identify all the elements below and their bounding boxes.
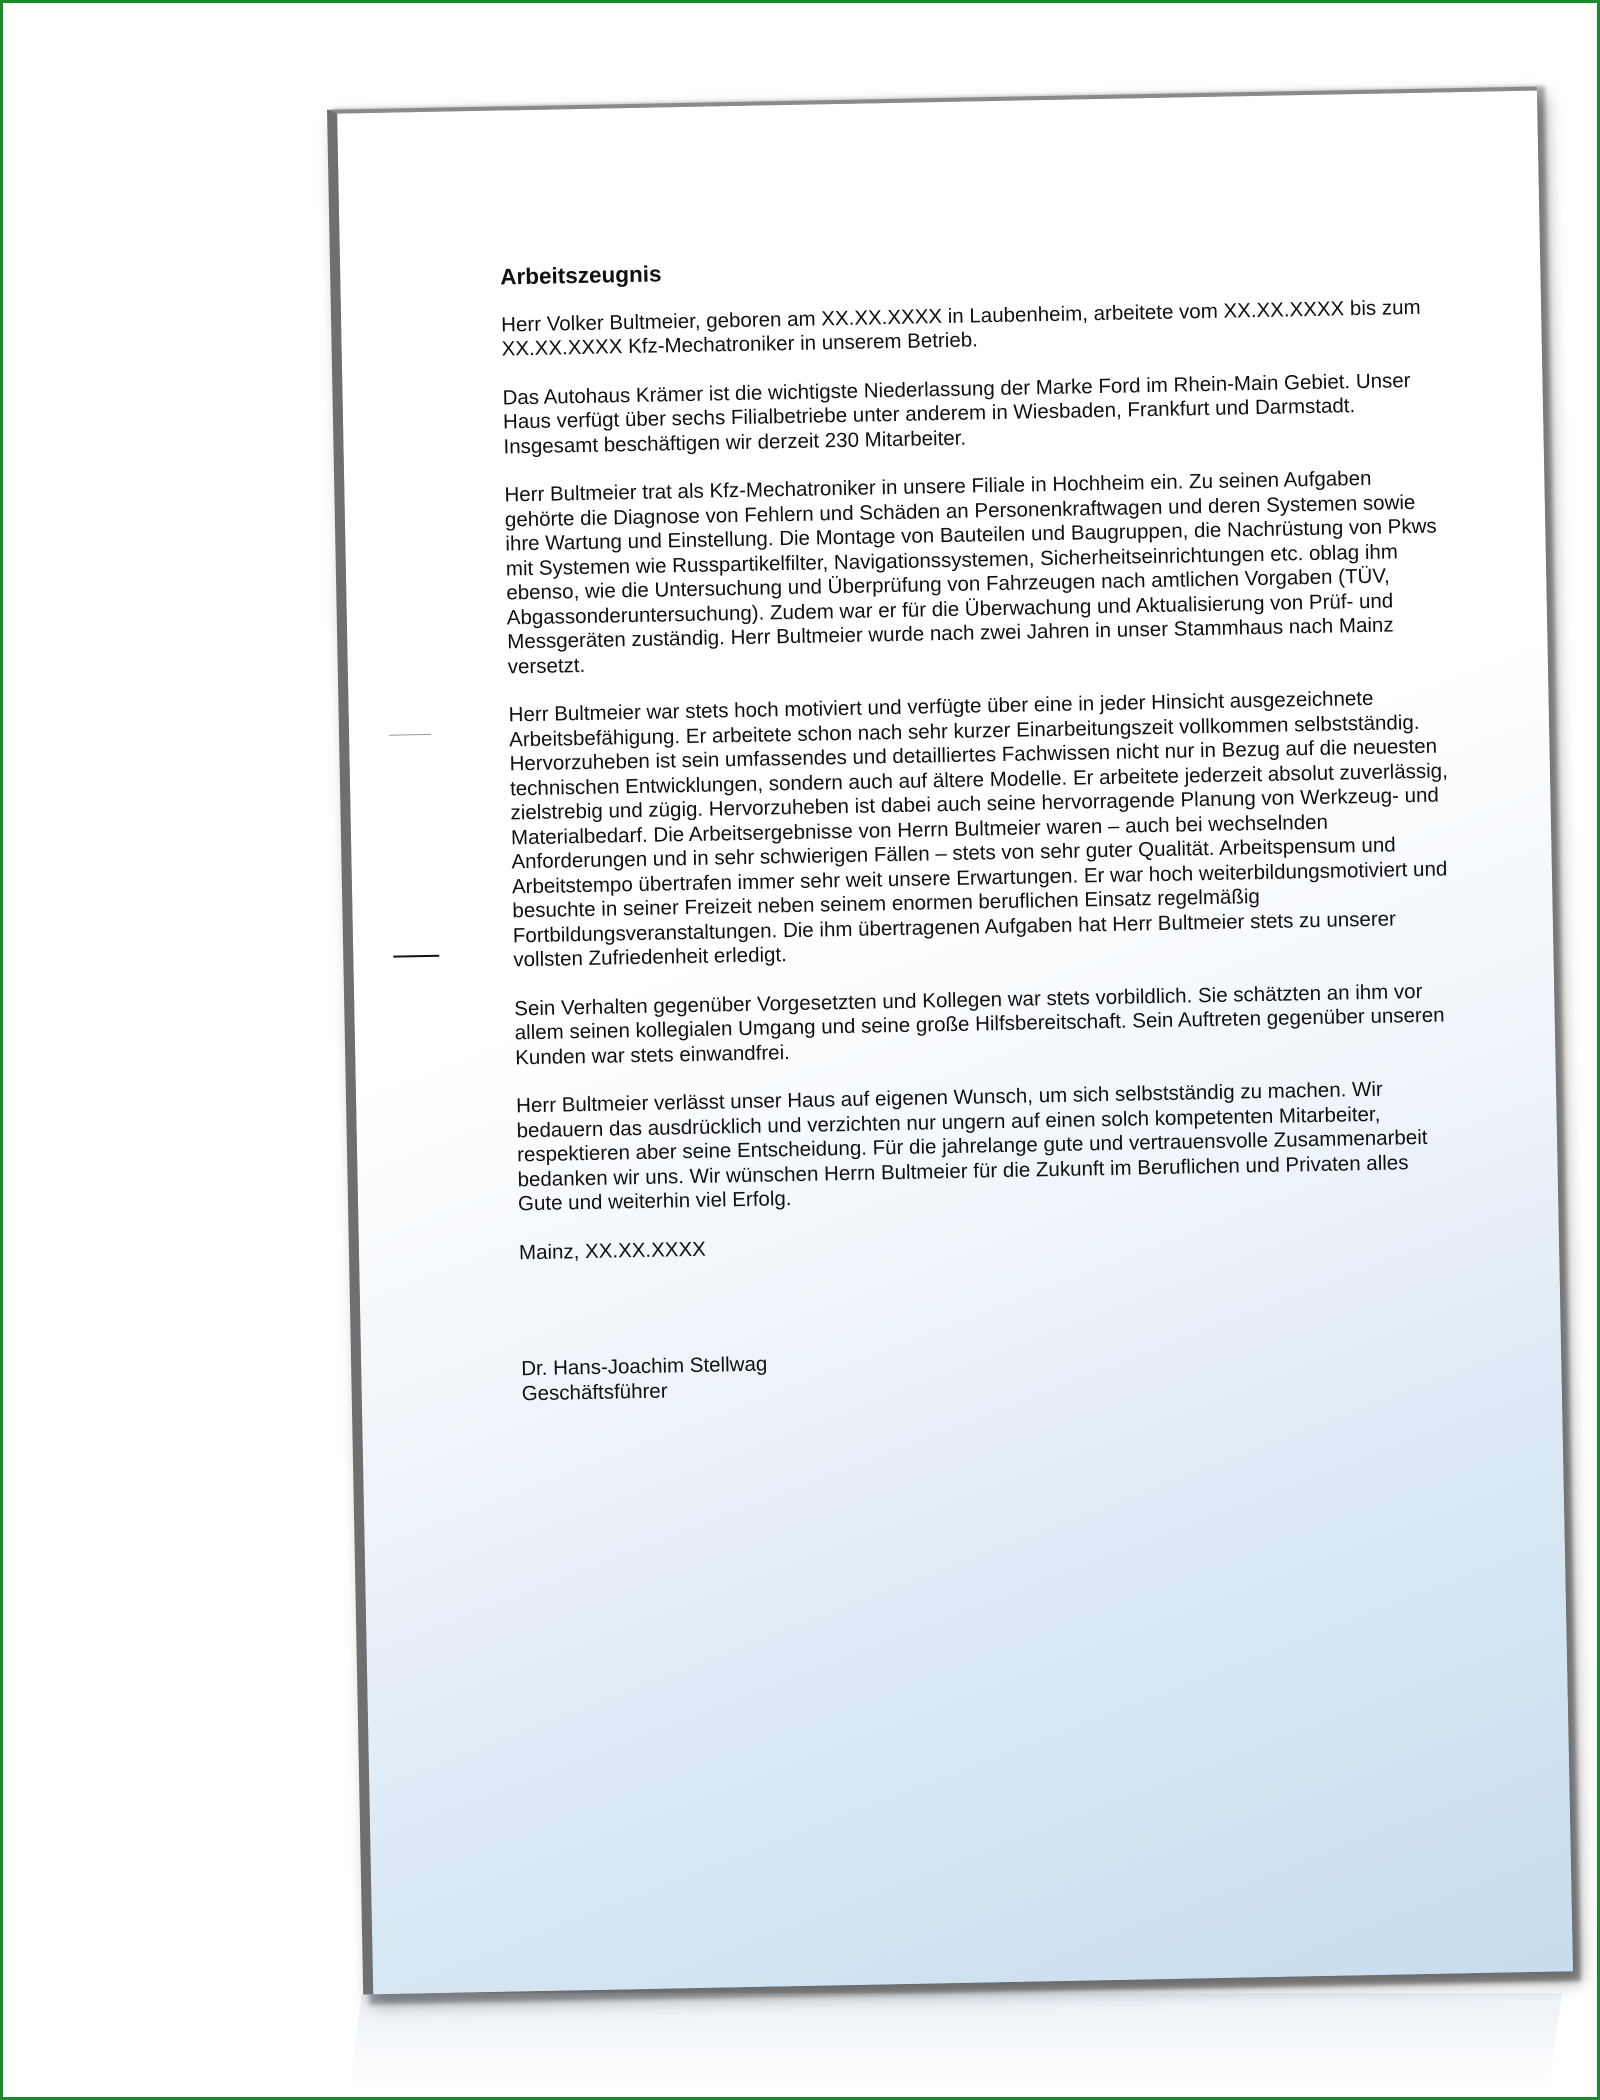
page-reflection (348, 1993, 1562, 2093)
paragraph-conduct: Sein Verhalten gegenüber Vorgesetzten und Kollegen war stets vorbildlich. Sie schätzten an ihm vor allem seinen kollegialen Umgang und seine große Hilfsbereitschaft. Sein Auftreten gegenüber unseren Kunden war stets einwandfrei. (514, 979, 1445, 1069)
document-title: Arbeitszeugnis (500, 261, 662, 290)
paragraph-performance: Herr Bultmeier war stets hoch motiviert und verfügte über eine in jeder Hinsicht ausgezeichnete Arbeitsbefähigung. Er arbeitete schon nach sehr kurzer Einarbeitungszeit vollkommen selbstständig. Hervorzuheben ist sein umfassendes und detailliertes Fachwissen nicht nur in Bezug auf die neuesten technischen Entwicklungen, sondern auch auf ältere Modelle. Er arbeitete jederzeit absolut zuverlässig, zielstrebig und zügig. Hervorzuheben ist dabei auch seine hervorragende Planung von Werkzeug- und Materialbedarf. Die Arbeitsergebnisse von Herrn Bultmeier waren – auch bei wechselnden Anforderungen und in sehr schwierigen Fällen – stets von sehr guter Qualität. Arbeitspensum und Arbeitstempo übertrafen immer sehr weit unsere Erwartungen. Er war hoch weiterbildungsmotiviert und besuchte in seiner Freizeit neben seinem enormen beruflichen Einsatz regelmäßig Fortbildungsveranstaltungen. Die ihm übertragenen Aufgaben hat Herr Bultmeier stets zu unserer vollsten Zufriedenheit erledigt. (508, 686, 1448, 972)
document-page (327, 87, 1573, 1995)
punch-mark (393, 955, 439, 958)
paragraph-departure: Herr Bultmeier verlässt unser Haus auf eigenen Wunsch, um sich selbstständig zu machen. Wir bedauern das ausdrücklich und verzichten nur ungern auf einen solch kompetenten Mitarbeiter, respektieren aber seine Entscheidung. Für die jahrelange gute und vertrauensvolle Zusammenarbeit bedanken wir uns. Wir wünschen Herrn Bultmeier für die Zukunft im Beruflichen und Privaten alles Gute und weiterhin viel Erfolg. (515, 1077, 1428, 1216)
signatory-role: Geschäftsführer (521, 1378, 668, 1405)
signatory-name: Dr. Hans-Joachim Stellwag (521, 1352, 768, 1381)
paragraph-company: Das Autohaus Krämer ist die wichtigste Niederlassung der Marke Ford im Rhein-Main Gebiet. Unser Haus verfügt über sechs Filialbetriebe unter anderem in Wiesbaden, Frankfurt und Darmstadt. Insgesamt beschäftigen wir derzeit 230 Mitarbeiter. (502, 368, 1411, 458)
letter-body (500, 247, 1462, 1406)
paragraph-duties: Herr Bultmeier trat als Kfz-Mechatroniker in unsere Filiale in Hochheim ein. Zu seinen Aufgaben gehörte die Diagnose von Fehlern und Schäden an Personenkraftwagen und deren Systemen sowie ihre Wartung und Einstellung. Die Montage von Bauteilen und Baugruppen, die Nachrüstung von Pkws mit Systemen wie Russpartikelfilter, Navigationssystemen, Sicherheitseinrichtungen etc. oblag ihm ebenso, wie die Untersuchung und Überprüfung von Fahrzeugen nach amtlichen Vorgaben (TÜV, Abgassonderuntersuchung). Zudem war er für die Überwachung und Aktualisierung von Prüf- und Messgeräten zuständig. Herr Bultmeier wurde nach zwei Jahren in unser Stammhaus nach Mainz versetzt. (504, 466, 1437, 678)
fold-mark (389, 734, 431, 736)
place-date: Mainz, XX.XX.XXXX (518, 1237, 707, 1264)
paragraph-intro: Herr Volker Bultmeier, geboren am XX.XX.XXXX in Laubenheim, arbeitete vom XX.XX.XXXX bis zum XX.XX.XXXX Kfz-Mechatroniker in unserem Betrieb. (500, 295, 1421, 361)
